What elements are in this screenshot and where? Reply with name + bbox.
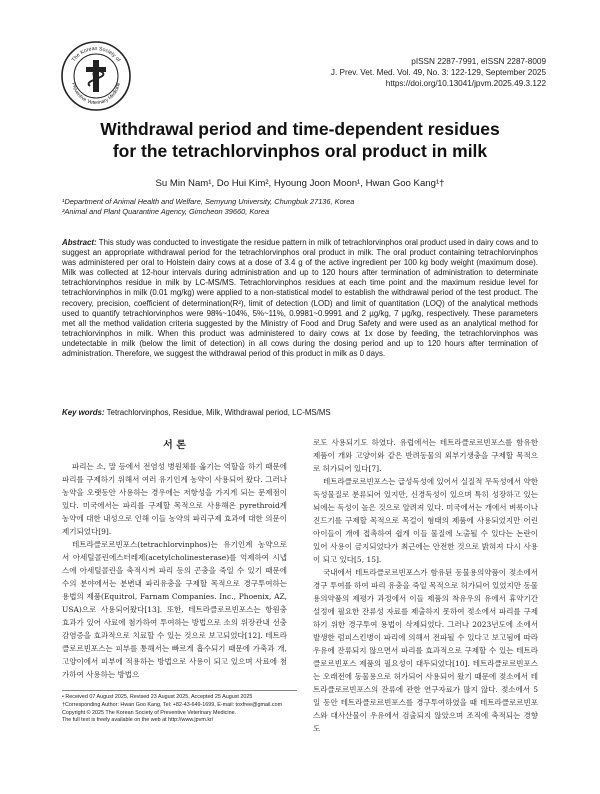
issn-line: pISSN 2287-7991, eISSN 2287-8009 [411, 57, 546, 66]
paragraph: 테트라클로르빈포스(tetrachlorvinphos)는 유기인계 농약으로서 아세틸콜린에스터레제(acetylcholinesterase)를 억제하여 시냅스에 아세틸콜린을 축적시켜 파리 등의 곤충을 죽일 수 있기 때문에 수의 분야에서는 분변내 파리유충을 구제할 목적으로 경구투여하는 용법의 제품(Equitrol, Farnam Companies. Inc., Phoenix, AZ, USA)으로 사용되어왔다[13]. 또한, 테트라클로르빈포스는 항원충 효과가 있어 사료에 첨가하여 투여하는 방법으로 소의 위장관내 선충감염증을 효과적으로 치료할 수 있는 것으로 보고되었다[12]. 테트라클로르빈포스는 피부를 통해서는 빠르게 흡수되기 때문에 가축과 개, 고양이에서 피부에 적용하는 방법으로 사용이 되고 있으며 사료에 첨가하여 사용하는 방법으 [62, 540, 287, 679]
journal-citation: J. Prev. Vet. Med. Vol. 49, No. 3: 122-129, September 2025 [330, 68, 546, 77]
society-logo [60, 40, 132, 112]
abstract-text: This study was conducted to investigate the residue pattern in milk of tetrachlorvinphos oral product used in dairy cows and to suggest an appropriate withdrawal period for the tetrachlorvinphos oral product in milk. The oral product containing tetrachlorvinphos was administered per oral to Holstein dairy cows at a dose of 3.4 g of the active ingredient per 100 kg body weight (maximum dose). Milk was collected at 12-hour intervals during administration and up to 120 hours after termination of administration to determinate tetrachlorvinphos residue in milk by LC-MS/MS. Tetrachlorvinphos residues at each time point and the maximum residue level for tetrachlorvinphos in milk (0.01 mg/kg) were applied to a non-statistical model to establish the withdrawal period of the test product. The recovery, precision, coefficient of determination(R²), limit of detection (LOD) and limit of quantitation (LOQ) of the analytical methods used to quantify tetrachlorvinphos were 98%~104%, 5%~11%, 0.9981~0.9991 and 2 µg/kg, 7 µg/kg, respectively. These parameters met all the method validation criteria suggested by the Ministry of Food and Drug Safety and were used as an analytical method for tetrachlorvinphos in milk. When this product was administered to dairy cows at 1x dose by feeding, the tetrachlorvinphos was undetectable in milk (below the limit of detection) in all cows during the dosing period and up to 120 hours after termination of administration. Therefore, we suggest the withdrawal period of this product in milk as 0 days. [62, 238, 538, 359]
svg-text:The Korean Society of: The Korean Society of [70, 45, 122, 64]
journal-meta [331, 56, 546, 89]
paragraph: 국내에서 테트라클로르빈포스가 함유된 동물용의약품이 젖소에서 경구 투여를 하여 파리 유충을 죽일 목적으로 허가되어 있었지만 동물용의약품의 제평가 과정에서 이들 제품의 착유우의 유에서 휴약기간 설정에 필요한 잔류성 자료를 제출하지 못하여 젖소에서 파리를 구제하기 위한 경구투여 용법이 삭제되었다. 그러나 2023년도에 소에서 발생한 럼피스킨병이 파리에 의해서 전파될 수 있다고 보고됨에 따라 우유에 잔류되지 않으면서 파리를 효과적으로 구제할 수 있는 테트라클로르빈포스 제품의 필요성이 대두되었다[10]. 테트라클로르빈포스는 오래전에 동물용으로 허가되어 사용되어 왔기 때문에 젖소에서 테트라클로르빈포스의 잔류에 관한 연구자료가 많지 않다. 젖소에서 5일 동안 테트라클로르빈포스를 경구투여하였을 때 테트라클로르빈포스와 대사산물이 우유에서 검출되지 않았으며 조직에 축적되는 경향도 [313, 568, 538, 733]
abstract [62, 238, 538, 359]
availability: The full text is freely available on the web at http://www.jpvm.kr/ [62, 717, 214, 724]
footnotes [62, 690, 297, 725]
affiliations [62, 197, 354, 216]
author-list: Su Min Nam¹, Do Hui Kim², Hyoung Joon Moon¹, Hwan Goo Kang¹† [155, 178, 445, 189]
title-line-1: Withdrawal period and time-dependent residues [100, 119, 500, 139]
right-column-body [313, 436, 538, 735]
abstract-label: Abstract: [62, 238, 97, 247]
paragraph: 테트라클로르빈포스는 급성독성에 있어서 실질적 무독성에서 약한 독성물질로 분류되어 있지만, 신경독성이 있으며 특히 성장하고 있는 뇌에는 독성이 높은 것으로 알려져 있다. 미국에서는 개에서 벼룩이나 진드기를 구제할 목적으로 목걸이 형태의 제품에 사용되었지만 어린아이들이 개에 접촉하여 쉽게 이들 물질에 노출될 수 있다는 논란이 있어 사용이 금지되었다가 최근에는 안전한 것으로 밝혀져 다시 사용이 되고 있다[5, 15]. [313, 477, 538, 564]
paragraph: 파리는 소, 말 등에서 전염성 병원체를 옮기는 역할을 하기 때문에 파리를 구제하기 위해서 여러 유기인계 농약이 사용되어 왔다. 그러나 농약을 오랫동안 사용하는 경우에는 저항성을 가지게 되는 문제점이 있다. 미국에서는 파리를 구제할 목적으로 사용해온 pyrethroid계 농약에 대한 내성으로 인해 이들 농약의 파리구제 효과에 대한 의문이 제기되었다[9]. [62, 462, 287, 536]
svg-text:Preventive Veterinary Medicine: Preventive Veterinary Medicine [70, 82, 122, 107]
section-heading-introduction: 서 론 [163, 440, 186, 451]
copyright: Copyright © 2025 The Korean Society of Preventive Veterinary Medicine. [62, 709, 237, 716]
paragraph: 로도 사용되기도 하였다. 유럽에서는 테트라클로르빈포스를 함유한 제품이 개와 고양이와 같은 반려동물의 외부기생충을 구제할 목적으로 허가되어 있다[7]. [313, 438, 538, 473]
title-line-2: for the tetrachlorvinphos oral product in milk [112, 141, 488, 161]
affiliation-2: ²Animal and Plant Quarantine Agency, Gimcheon 39660, Korea [62, 206, 270, 216]
affiliation-1: ¹Department of Animal Health and Welfare, Semyung University, Chungbuk 27136, Korea [62, 197, 355, 206]
corresponding-author: †Corresponding Author: Hwan Goo Kang, Tel: +82-43-649-1699, E-mail: toxfree@gmail.com [62, 701, 283, 708]
keywords [62, 408, 538, 417]
doi-link[interactable]: https://doi.org/10.13041/jpvm.2025.49.3.122 [385, 79, 546, 88]
keywords-text: Tetrachlorvinphos, Residue, Milk, Withdrawal period, LC-MS/MS [106, 408, 331, 417]
keywords-label: Key words: [62, 408, 105, 417]
left-column-body [62, 460, 287, 681]
received-dates: • Received 07 August 2025, Revised 23 August 2025, Accepted 25 August 2025 [62, 694, 253, 700]
paper-title [40, 118, 560, 162]
